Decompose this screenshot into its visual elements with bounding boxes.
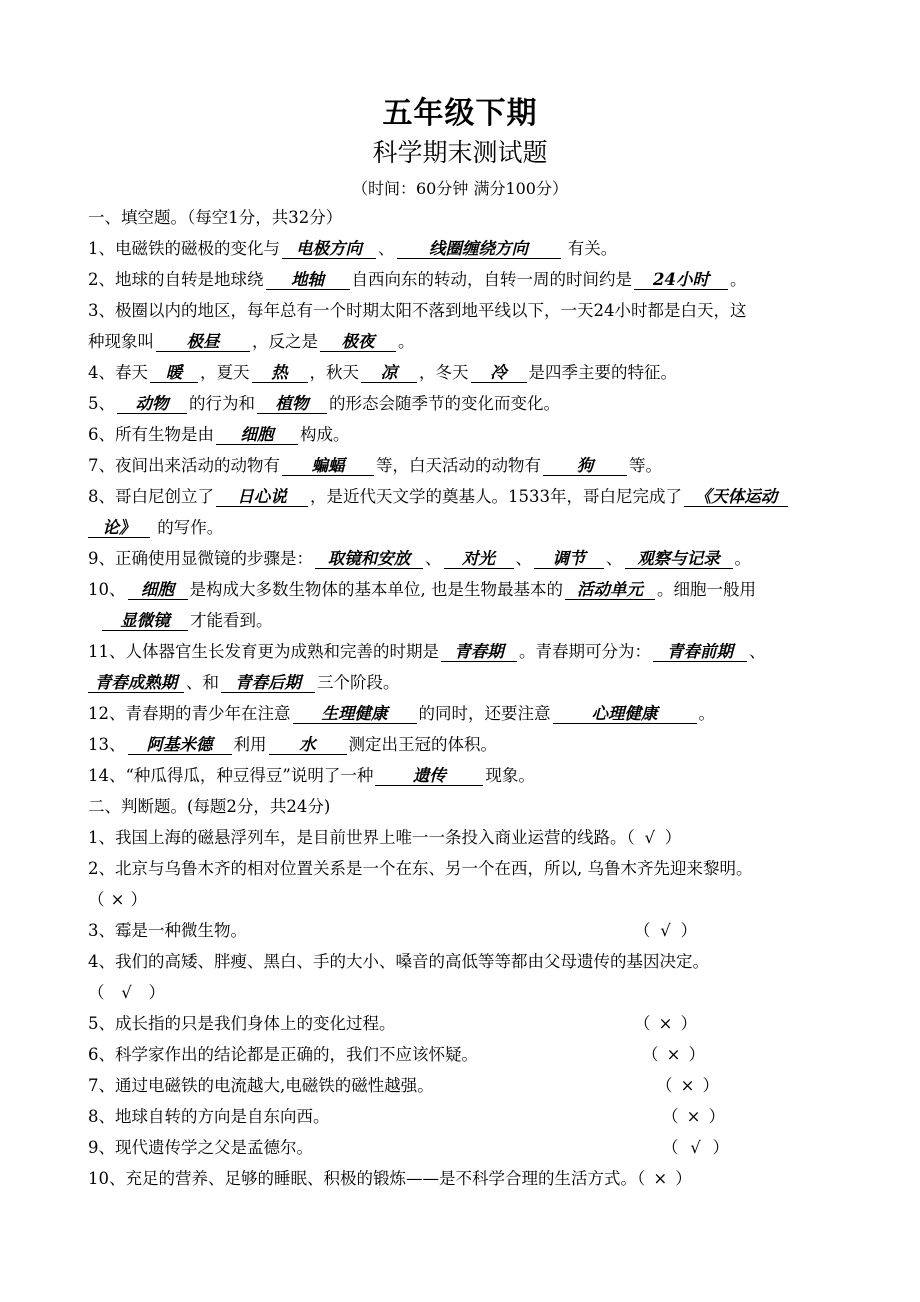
q13-text: 13、 xyxy=(88,735,126,754)
q3-text: 种现象叫 xyxy=(88,332,154,351)
paren-close: ） xyxy=(148,983,165,1002)
tf-item-1 xyxy=(88,827,681,849)
q10-end: 才能看到。 xyxy=(190,611,273,630)
q2-end: 。 xyxy=(730,270,747,289)
paren-close: ） xyxy=(702,1076,719,1095)
tf-mark-8: × xyxy=(686,1107,701,1126)
q9-end: 。 xyxy=(734,549,751,568)
tf-close-1: ） xyxy=(664,828,682,847)
q12-answer-1: 生理健康 xyxy=(293,705,417,724)
q2-answer-1: 地轴 xyxy=(266,271,350,290)
q4 xyxy=(88,362,677,384)
q11-text: 11、人体器官生长发育更为成熟和完善的时期是 xyxy=(88,642,439,661)
q2-text: 2、地球的自转是地球绕 xyxy=(88,270,264,289)
q3-answer-1: 极昼 xyxy=(156,333,250,352)
q10-answer-2: 活动单元 xyxy=(565,581,655,600)
q13-answer-1: 阿基米德 xyxy=(128,736,232,755)
exam-time: （时间：60分钟 满分100分） xyxy=(352,179,568,198)
q7-text: 7、夜间出来活动的动物有 xyxy=(88,456,280,475)
q8-text: 8、哥白尼创立了 xyxy=(88,487,214,506)
q5-end: 的形态会随季节的变化而变化。 xyxy=(329,394,560,413)
tf-mark-7: × xyxy=(680,1076,695,1095)
paren-open: （ xyxy=(634,1014,651,1033)
tf-mark-9: √ xyxy=(690,1138,701,1157)
tf-item-3-answer xyxy=(634,920,697,942)
q5-text: 5、 xyxy=(88,394,115,413)
q4-t2: ，夏天 xyxy=(200,363,250,382)
q7-mid: 等，白天活动的动物有 xyxy=(376,456,541,475)
q8-answer-2-cont: 论》 xyxy=(88,519,150,538)
q10-text: 10、 xyxy=(88,580,126,599)
q4-end: 是四季主要的特征。 xyxy=(528,363,677,382)
q7-end: 等。 xyxy=(629,456,662,475)
paren-open: （ xyxy=(662,1138,679,1157)
tf-item-4-answer xyxy=(88,982,165,1004)
q11-answer-3: 青春成熟期 xyxy=(88,674,184,693)
tf-mark-3: √ xyxy=(660,921,671,940)
q9 xyxy=(88,548,751,570)
q4-text: 4、春天 xyxy=(88,363,148,382)
q11-answer-2: 青春前期 xyxy=(653,643,747,662)
q2-mid: 自西向东的转动，自转一周的时间约是 xyxy=(351,270,632,289)
section1-heading: 一、填空题。（每空1分，共32分） xyxy=(88,208,343,227)
q1-end: 有关。 xyxy=(562,239,618,258)
tf-mark-4: √ xyxy=(121,983,132,1002)
q11-t2: 、和 xyxy=(186,673,219,692)
q12-end: 。 xyxy=(698,704,715,723)
tf-item-5: 5、成长指的只是我们身体上的变化过程。 xyxy=(88,1014,396,1033)
q1 xyxy=(88,238,617,260)
q13 xyxy=(88,734,497,756)
q13-mid: 利用 xyxy=(233,735,267,754)
q4-answer-3: 凉 xyxy=(361,364,417,383)
page-title: 五年级下期 xyxy=(382,96,538,131)
q9-answer-2: 对光 xyxy=(444,550,514,569)
q3-mid: ，反之是 xyxy=(252,332,318,351)
q11-line1 xyxy=(88,641,766,663)
section2-heading: 二、判断题。(每题2分，共24分) xyxy=(88,797,331,816)
q6-text: 6、所有生物是由 xyxy=(88,425,214,444)
q9-text: 9、正确使用显微镜的步骤是： xyxy=(88,549,313,568)
q5-answer-1: 动物 xyxy=(117,395,187,414)
q10-mid: 是构成大多数生物体的基本单位, 也是生物最基本的 xyxy=(189,580,563,599)
q9-answer-4: 观察与记录 xyxy=(625,550,733,569)
q5-mid: 的行为和 xyxy=(189,394,255,413)
q12-answer-2: 心理健康 xyxy=(553,705,697,724)
q3-line2 xyxy=(88,331,415,353)
tf-mark-5: × xyxy=(658,1014,673,1033)
tf-item-8: 8、地球自转的方向是自东向西。 xyxy=(88,1107,330,1126)
q8-mid: ，是近代天文学的奠基人。1533年，哥白尼完成了 xyxy=(310,487,682,506)
paren-open: （ xyxy=(88,983,105,1002)
q7-answer-2: 狗 xyxy=(543,457,627,476)
q14-text: 14、“种瓜得瓜，种豆得豆”说明了一种 xyxy=(88,766,374,785)
q10-answer-3: 显微镜 xyxy=(102,612,188,631)
page-subtitle: 科学期末测试题 xyxy=(372,138,548,167)
q8-answer-1: 日心说 xyxy=(216,488,308,507)
q7 xyxy=(88,455,662,477)
tf-mark-2: × xyxy=(110,890,125,909)
q11-mid: 。青春期可分为： xyxy=(519,642,651,661)
paren-close: ） xyxy=(712,1138,729,1157)
paren-close: ） xyxy=(680,1014,697,1033)
q10-answer-1: 细胞 xyxy=(128,581,188,600)
q1-answer-2: 线圈缠绕方向 xyxy=(397,240,561,259)
paren-close: ） xyxy=(688,1045,705,1064)
tf-item-9: 9、现代遗传学之父是孟德尔。 xyxy=(88,1138,313,1157)
tf-item-6: 6、科学家作出的结论都是正确的，我们不应该怀疑。 xyxy=(88,1045,478,1064)
tf-mark-1: √ xyxy=(644,828,655,847)
q13-end: 测定出王冠的体积。 xyxy=(348,735,497,754)
paren-open: （ xyxy=(662,1107,679,1126)
q10-mid2: 。细胞一般用 xyxy=(657,580,756,599)
q8-end: 的写作。 xyxy=(152,518,224,537)
q14-end: 现象。 xyxy=(485,766,535,785)
tf-item-9-answer xyxy=(662,1137,729,1159)
paren-open: （ xyxy=(634,921,651,940)
paren-open: （ xyxy=(642,1045,659,1064)
q11-line2 xyxy=(88,672,400,694)
q5 xyxy=(88,393,560,415)
q14-answer-1: 遗传 xyxy=(375,767,483,786)
tf-item-5-answer xyxy=(634,1013,697,1035)
tf-mark-6: × xyxy=(666,1045,681,1064)
q3-end: 。 xyxy=(398,332,415,351)
tf-close-10: ） xyxy=(675,1169,692,1188)
q7-answer-1: 蝙蝠 xyxy=(282,457,374,476)
q12-text: 12、青春期的青少年在注意 xyxy=(88,704,291,723)
q1-sep: 、 xyxy=(378,239,395,258)
q6-end: 构成。 xyxy=(300,425,350,444)
q12-mid: 的同时，还要注意 xyxy=(418,704,551,723)
q1-answer-1: 电极方向 xyxy=(282,240,376,259)
q10-line2 xyxy=(88,610,273,632)
paren-close: ） xyxy=(130,890,147,909)
q9-sep3: 、 xyxy=(606,549,623,568)
q1-text: 1、电磁铁的磁极的变化与 xyxy=(88,239,280,258)
q8-line1 xyxy=(88,486,790,508)
q6-answer-1: 细胞 xyxy=(216,426,298,445)
tf-item-7-answer xyxy=(656,1075,719,1097)
q5-answer-2: 植物 xyxy=(257,395,327,414)
q4-answer-1: 暖 xyxy=(150,364,198,383)
q2 xyxy=(88,269,747,291)
q3-answer-2: 极夜 xyxy=(320,333,396,352)
q12 xyxy=(88,703,715,725)
q11-end: 三个阶段。 xyxy=(317,673,400,692)
tf-item-2-answer xyxy=(88,889,147,911)
tf-text-1: 1、我国上海的磁悬浮列车，是目前世界上唯一一条投入商业运营的线路。（ xyxy=(88,828,635,847)
paren-close: ） xyxy=(708,1107,725,1126)
tf-item-4: 4、我们的高矮、胖瘦、黑白、手的大小、嗓音的高低等等都由父母遗传的基因决定。 xyxy=(88,952,709,971)
tf-mark-10: × xyxy=(653,1169,668,1188)
q3-line1: 3、极圈以内的地区，每年总有一个时期太阳不落到地平线以下，一天24小时都是白天，这 xyxy=(88,301,747,320)
q4-t4: ，冬天 xyxy=(419,363,469,382)
q11-answer-1: 青春期 xyxy=(441,643,517,662)
tf-item-6-answer xyxy=(642,1044,705,1066)
paren-open: （ xyxy=(88,890,105,909)
paren-open: （ xyxy=(656,1076,673,1095)
q2-answer-2: 24小时 xyxy=(634,271,728,290)
tf-item-8-answer xyxy=(662,1106,725,1128)
tf-item-7: 7、通过电磁铁的电流越大,电磁铁的磁性越强。 xyxy=(88,1076,434,1095)
tf-item-10 xyxy=(88,1168,692,1190)
q9-answer-1: 取镜和安放 xyxy=(315,550,423,569)
q6 xyxy=(88,424,350,446)
q4-answer-2: 热 xyxy=(252,364,308,383)
q10-line1 xyxy=(88,579,756,601)
q8-answer-2: 《天体运动 xyxy=(684,488,788,507)
q13-answer-2: 水 xyxy=(269,736,347,755)
q14 xyxy=(88,765,535,787)
q8-line2 xyxy=(88,517,223,539)
q9-sep2: 、 xyxy=(515,549,532,568)
q9-sep1: 、 xyxy=(425,549,442,568)
q4-t3: ，秋天 xyxy=(309,363,359,382)
tf-text-10: 10、充足的营养、足够的睡眠、积极的锻炼——是不科学合理的生活方式。（ xyxy=(88,1169,646,1188)
q11-answer-4: 青春后期 xyxy=(221,674,315,693)
q11-sep: 、 xyxy=(749,642,766,661)
q4-answer-4: 冷 xyxy=(471,364,527,383)
tf-item-2: 2、北京与乌鲁木齐的相对位置关系是一个在东、另一个在西，所以, 乌鲁木齐先迎来黎明。 xyxy=(88,859,753,878)
tf-item-3: 3、霉是一种微生物。 xyxy=(88,921,247,940)
paren-close: ） xyxy=(680,921,697,940)
q9-answer-3: 调节 xyxy=(534,550,604,569)
